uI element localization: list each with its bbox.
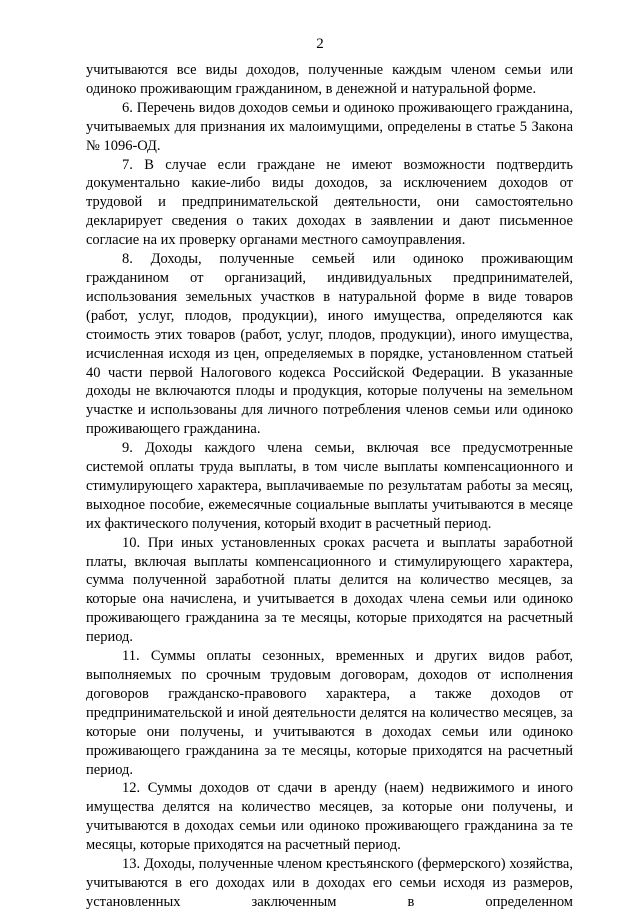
paragraph-6: 6. Перечень видов доходов семьи и одиноко проживающего гражданина, учитываемых для признания их малоимущими, определены в статье 5 Закона № 1096-ОД. — [86, 99, 573, 154]
paragraph-11: 11. Суммы оплаты сезонных, временных и других видов работ, выполняемых по срочным трудовым договорам, доходов от исполнения договоров гражданско-правового характера, а также доходов от предпринимательской и иной деятельности делятся на количество месяцев, за которые они получены, и учитываются в доходах семьи или одиноко проживающего гражданина за те месяцы, которые приходятся на расчетный период. — [86, 648, 573, 778]
paragraph-continuation: учитываются все виды доходов, полученные каждым членом семьи или одиноко проживающим гражданином, в денежной и натуральной форме. — [86, 62, 573, 97]
document-body — [86, 61, 573, 912]
paragraph-12: 12. Суммы доходов от сдачи в аренду (наем) недвижимого и иного имущества делятся на количество месяцев, за которые они получены, и учитываются в доходах семьи или одиноко проживающего гражданина за те месяцы, которые приходятся на расчетный период. — [86, 780, 573, 854]
paragraph-8: 8. Доходы, полученные семьей или одиноко проживающим гражданином от организаций, индивидуальных предпринимателей, использования земельных участков в натуральной форме в виде товаров (работ, услуг, плодов, продукции), иного имущества, определяются как стоимость этих товаров (работ, услуг, плодов, продукции), иного имущества, исчисленная исходя из цен, определяемых в порядке, установленном статьей 40 части первой Налогового кодекса Российской Федерации. В указанные доходы не включаются плоды и продукция, которые получены на земельном участке и использованы для личного потребления членов семьи или одиноко проживающего гражданина. — [86, 251, 573, 438]
page-number: 2 — [316, 36, 324, 52]
paragraph-9: 9. Доходы каждого члена семьи, включая все предусмотренные системой оплаты труда выплаты, в том числе выплаты компенсационного и стимулирующего характера, выплачиваемые по результатам работы за месяц, выходное пособие, ежемесячные социальные выплаты учитываются в месяце их фактического получения, который входит в расчетный период. — [86, 440, 573, 532]
paragraph-13: 13. Доходы, полученные членом крестьянского (фермерского) хозяйства, учитываются в его доходах или в доходах его семьи исходя из размеров, установленных заключенным в определенном — [86, 856, 573, 910]
paragraph-10: 10. При иных установленных сроках расчета и выплаты заработной платы, включая выплаты компенсационного и стимулирующего характера, сумма полученной заработной платы делится на количество месяцев, за которые она начислена, и учитывается в доходах члена семьи или одиноко проживающего гражданина за те месяцы, которые приходятся на расчетный период. — [86, 534, 573, 646]
paragraph-7: 7. В случае если граждане не имеют возможности подтвердить документально какие-либо виды доходов, за исключением доходов от трудовой и предпринимательской деятельности, они самостоятельно декларирует сведения о таких доходах в заявлении и дают письменное согласие на их проверку органами местного самоуправления. — [86, 156, 573, 249]
